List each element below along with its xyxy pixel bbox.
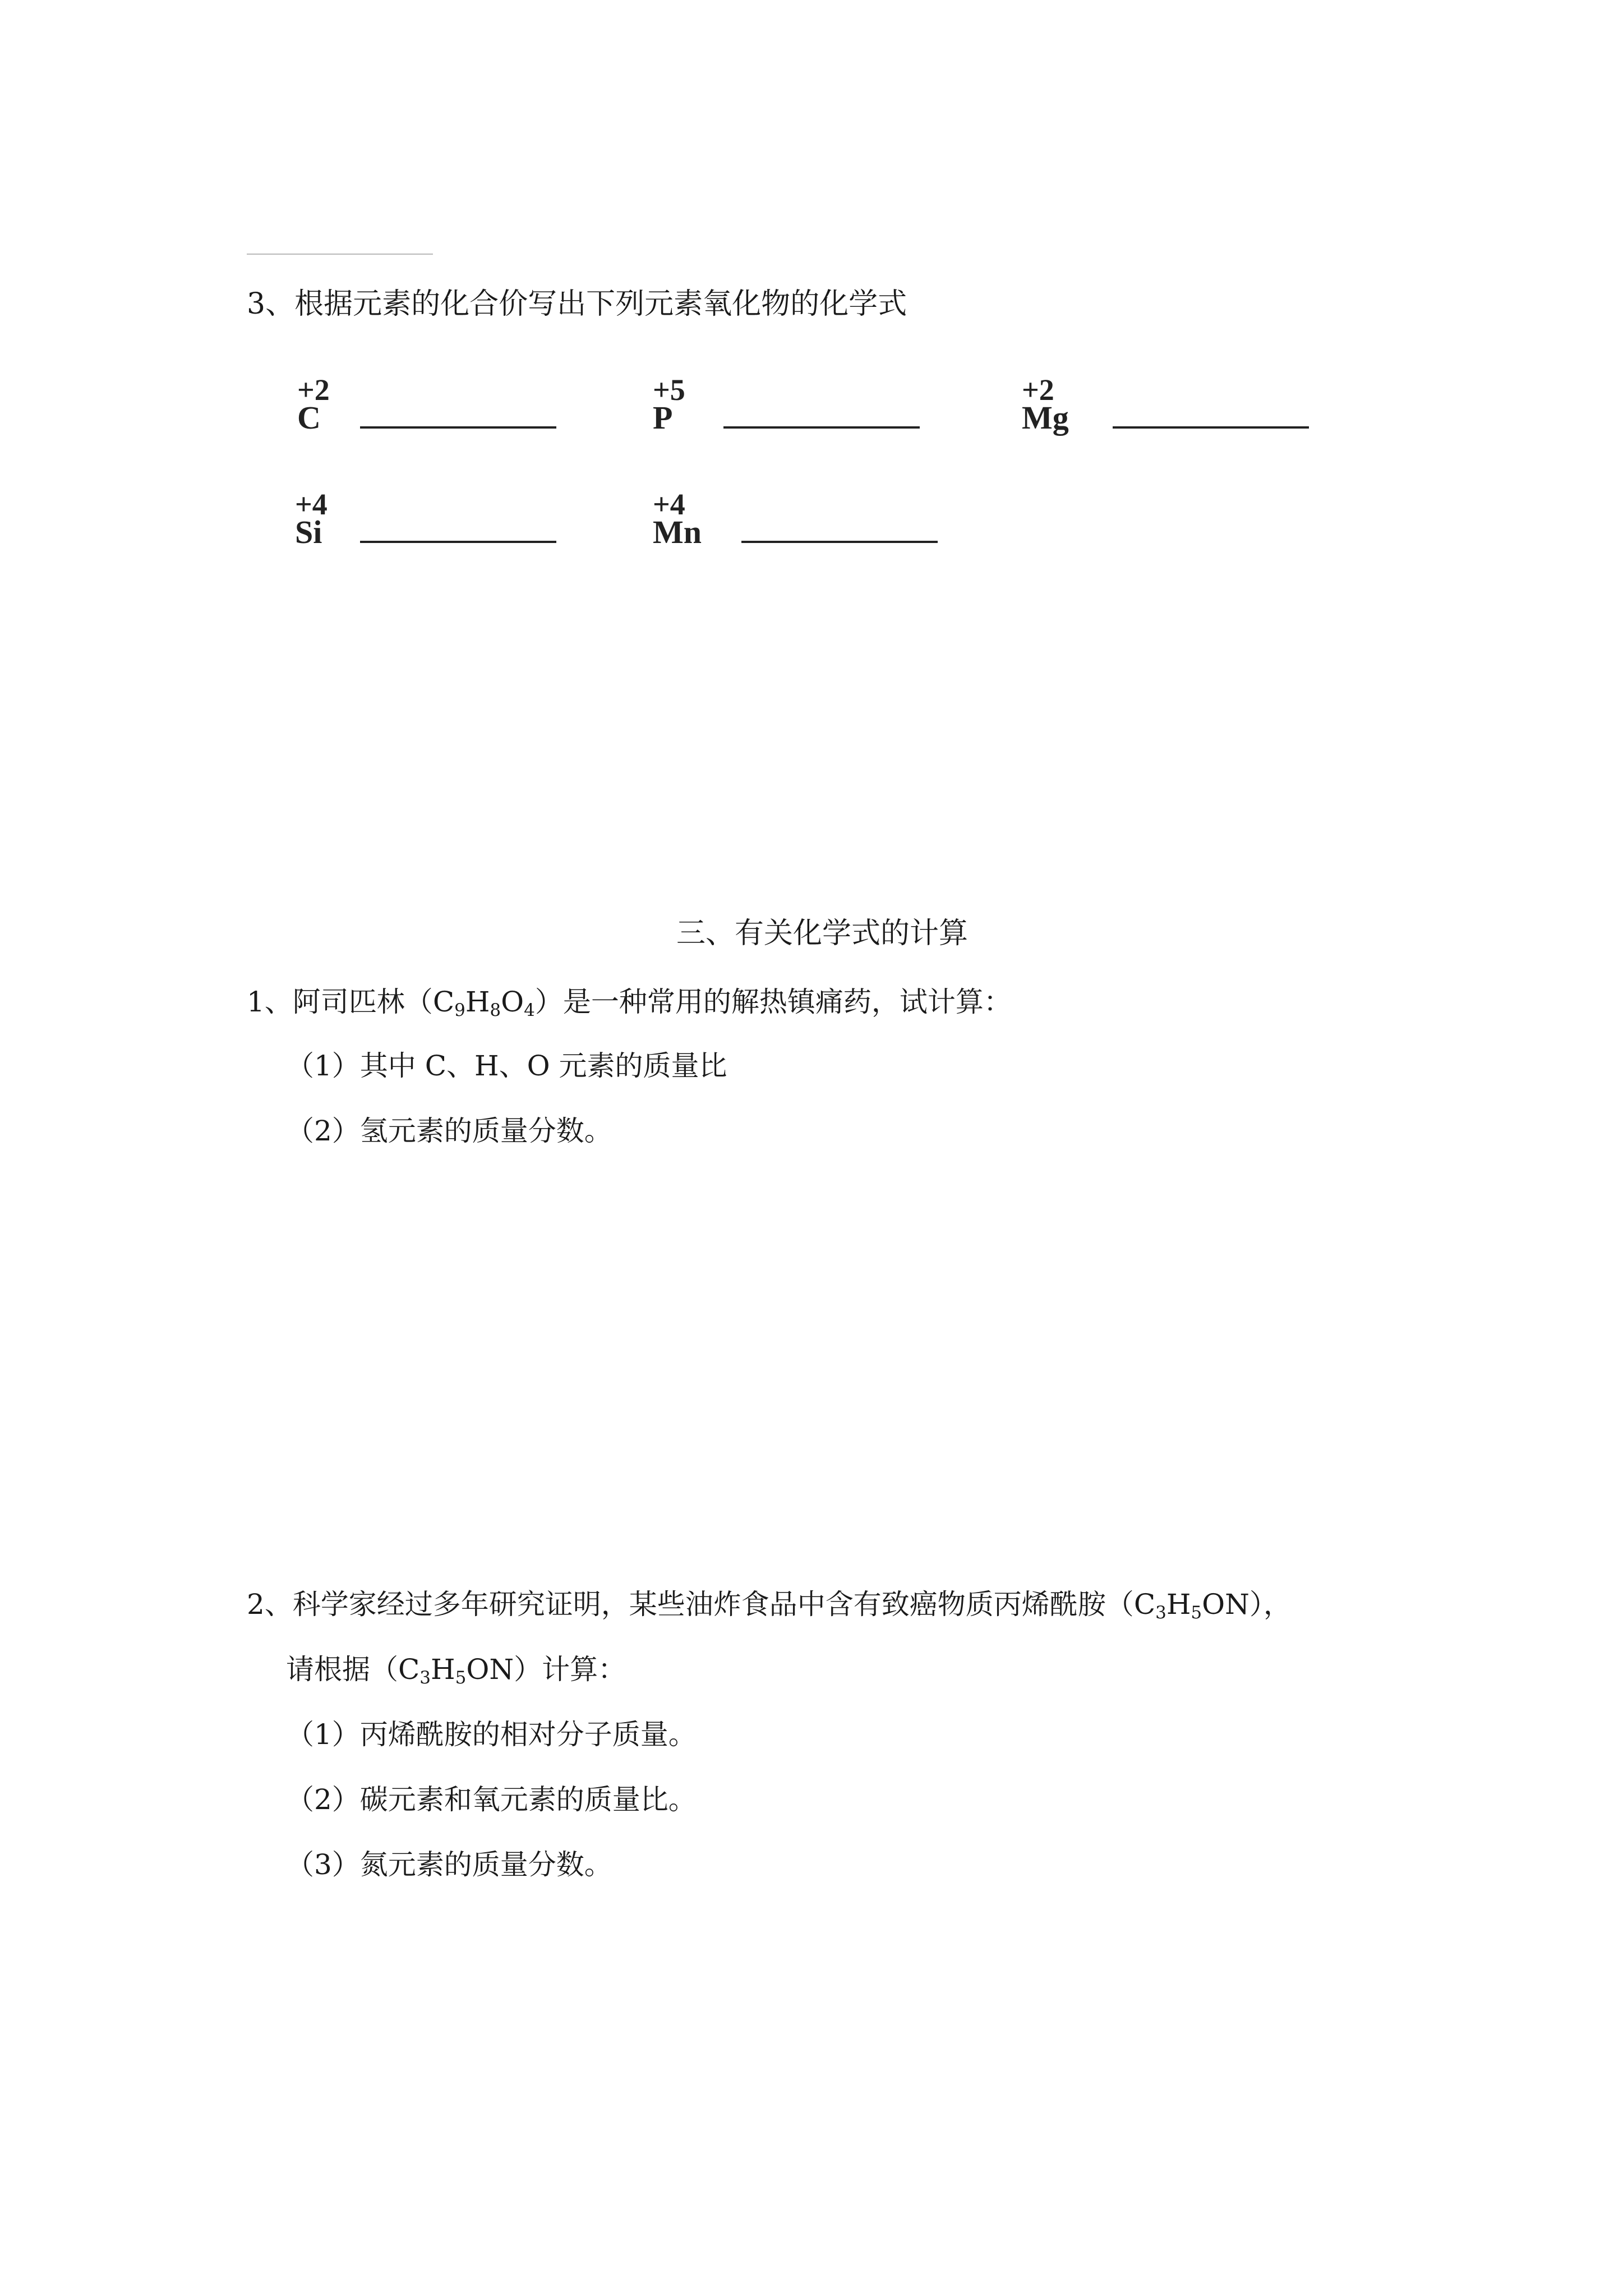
valence-label: +2 — [297, 373, 330, 407]
element-symbol: P — [653, 399, 673, 436]
oxide-item-c — [297, 375, 561, 436]
element-symbol: Mn — [653, 514, 702, 550]
question-3-title: 3、根据元素的化合价写出下列元素氧化物的化学式 — [247, 287, 907, 321]
valence-label: +5 — [653, 373, 685, 407]
question-1-prefix: 1、阿司匹林（ — [247, 986, 433, 1018]
question-2-suffix: ）， — [1249, 1588, 1292, 1621]
element-symbol: Si — [295, 514, 322, 550]
acrylamide-formula: $C_3H_5ON$ — [398, 1653, 514, 1688]
question-2-part-2: （2）碳元素和氧元素的质量比。 — [286, 1783, 697, 1816]
oxide-item-si — [295, 489, 564, 551]
question-1-part-2: （2）氢元素的质量分数。 — [286, 1115, 612, 1147]
element-symbol: C — [297, 399, 321, 436]
acrylamide-formula: $C_3H_5ON$ — [1133, 1588, 1249, 1623]
valence-label: +4 — [653, 487, 685, 521]
aspirin-formula: $C_9H_8O_4$ — [432, 986, 535, 1020]
answer-blank[interactable] — [1113, 426, 1309, 429]
answer-blank[interactable] — [741, 541, 938, 543]
answer-blank[interactable] — [360, 426, 556, 429]
oxide-item-mn — [653, 489, 944, 551]
oxide-item-mg — [1022, 375, 1313, 436]
valence-label: +2 — [1022, 373, 1054, 407]
question-2-line-2: 请根据$(C_3H_5ON)$计算： — [286, 1653, 626, 1688]
oxide-item-p — [653, 375, 922, 436]
section-3-title: 三、有关化学式的计算 — [676, 917, 969, 950]
question-2-prefix: 2、科学家经过多年研究证明，某些油炸食品中含有致癌物质丙烯酰胺（ — [247, 1588, 1134, 1621]
question-2-part-3: （3）氮元素的质量分数。 — [286, 1848, 612, 1881]
question-1-suffix: ）是一种常用的解热镇痛药，试计算： — [534, 986, 1012, 1018]
question-1-text — [247, 985, 1012, 1019]
element-symbol: Mg — [1022, 399, 1069, 436]
answer-blank[interactable] — [360, 541, 556, 543]
question-2-text — [247, 1588, 1292, 1621]
answer-blank[interactable] — [723, 426, 920, 429]
question-1-part-1: （1）其中 C、H、O 元素的质量比 — [286, 1050, 727, 1082]
valence-label: +4 — [295, 487, 328, 521]
top-divider — [247, 254, 433, 255]
question-2-part-1: （1）丙烯酰胺的相对分子质量。 — [286, 1718, 697, 1751]
